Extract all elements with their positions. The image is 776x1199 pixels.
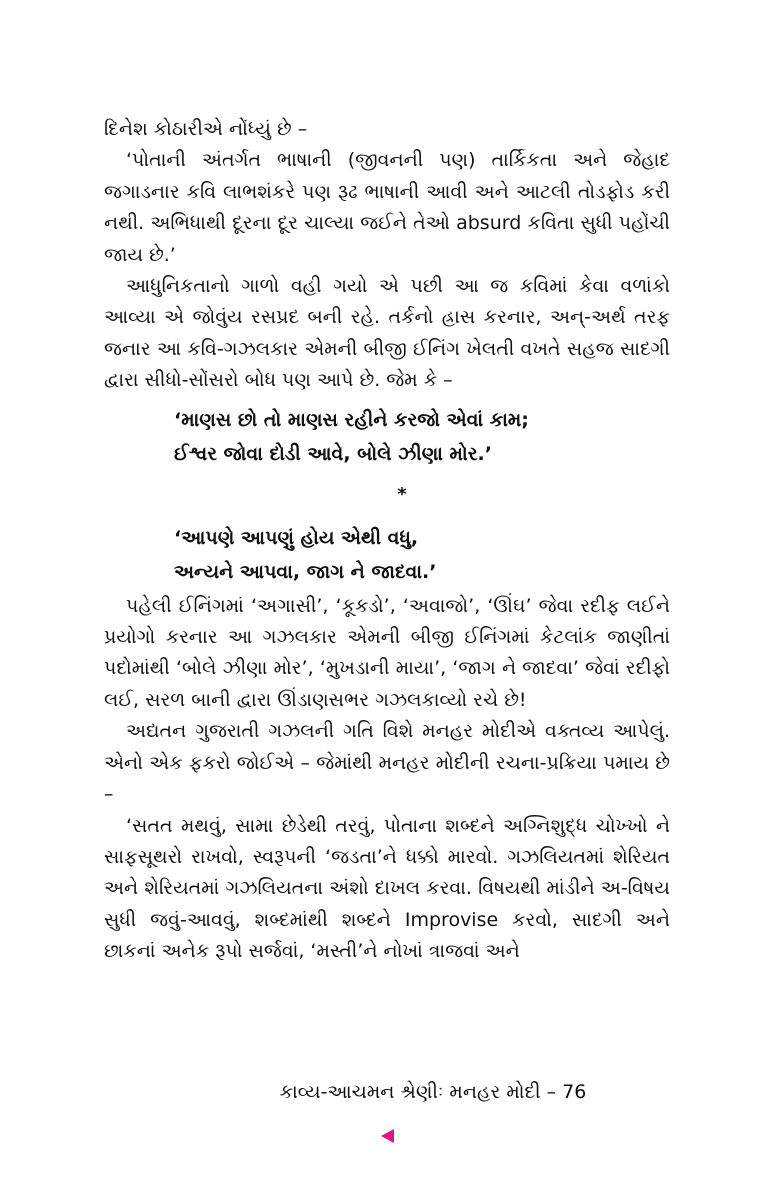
verse-block-2 xyxy=(104,521,670,589)
verse-line: અન્યને આપવા, જાગ ને જાદવા.’ xyxy=(174,560,437,583)
page-body xyxy=(104,114,670,968)
page-footer: કાવ્ય-આચમન શ્રેણીઃ મનહર મોદી – 76 xyxy=(279,1081,587,1103)
body-paragraph: પહેલી ઈનિંગમાં ‘અગાસી’, ‘કૂકડો’, ‘અવાજો’, ‘ઊંઘ’ જેવા રદીફ લઈને પ્રયોગો કરનાર આ ગઝલકાર એમની બીજી ઈનિંગમાં કેટલાંક જાણીતાં પદોમાંથી ‘બોલે ઝીણા મોર’, ‘મુખડાની માયા’, ‘જાગ ને જાદવા’ જેવાં રદીફો લઈ, સરળ બાની દ્વારા ઊંડાણસભર ગઝલકાવ્યો રચે છે! xyxy=(104,594,670,711)
verse-separator: * xyxy=(397,483,407,505)
quote-paragraph: ‘પોતાની અંતર્ગત ભાષાની (જીવનની પણ) તાર્કિકતા અને જેહાદ જગાડનાર કવિ લાભશંકરે પણ રૂઢ ભાષાની આવી અને આટલી તોડફોડ કરી નથી. અભિધાથી દૂરના દૂર ચાલ્યા જઈને તેઓ absurd કવિતા સુધી પહોંચી જાય છે.’ xyxy=(104,149,670,266)
verse-line: ઈશ્વર જોવા દોડી આવે, બોલે ઝીણા મોર.’ xyxy=(174,442,492,465)
verse-line: ‘આપણે આપણું હોય એથી વધુ, xyxy=(174,526,419,549)
verse-block-1 xyxy=(104,403,670,471)
intro-line: દિનેશ કોઠારીએ નોંધ્યું છે – xyxy=(104,118,308,140)
previous-page-arrow-icon[interactable] xyxy=(381,1129,394,1143)
body-paragraph: આધુનિકતાનો ગાળો વહી ગયો એ પછી આ જ કવિમાં કેવા વળાંકો આવ્યા એ જોવુંય રસપ્રદ બની રહે. તર્કનો હ્રાસ કરનાર, અન્-અર્થ તરફ જનાર આ કવિ-ગઝલકાર એમની બીજી ઈનિંગ ખેલતી વખતે સહજ સાદગી દ્વારા સીધો-સોંસરો બોધ પણ આપે છે. જેમ કે – xyxy=(104,275,670,392)
quote-paragraph: ‘સતત મથવું, સામા છેડેથી તરવું, પોતાના શબ્દને અગ્નિશુદ્ધ ચોખ્ખો ને સાફસૂથરો રાખવો, સ્વરૂપની ‘જડતા’ને ધક્કો મારવો. ગઝલિયતમાં શેરિયત અને શેરિયતમાં ગઝલિયતના અંશો દાખલ કરવા. વિષયથી માંડીને અ-વિષય સુધી જવું-આવવું, શબ્દમાંથી શબ્દને Improvise કરવો, સાદગી અને છાકનાં અનેક રૂપો સર્જવાં, ‘મસ્તી’ને નોખાં ત્રાજવાં અને xyxy=(104,814,670,963)
verse-line: ‘માણસ છો તો માણસ રહીને કરજો એવાં કામ; xyxy=(174,408,529,431)
body-paragraph: અદ્યતન ગુજરાતી ગઝલની ગતિ વિશે મનહર મોદીએ વક્તવ્ય આપેલું. એનો એક ફકરો જોઈએ – જેમાંથી મનહર મોદીની રચના-પ્રક્રિયા પમાય છે – xyxy=(104,720,670,806)
